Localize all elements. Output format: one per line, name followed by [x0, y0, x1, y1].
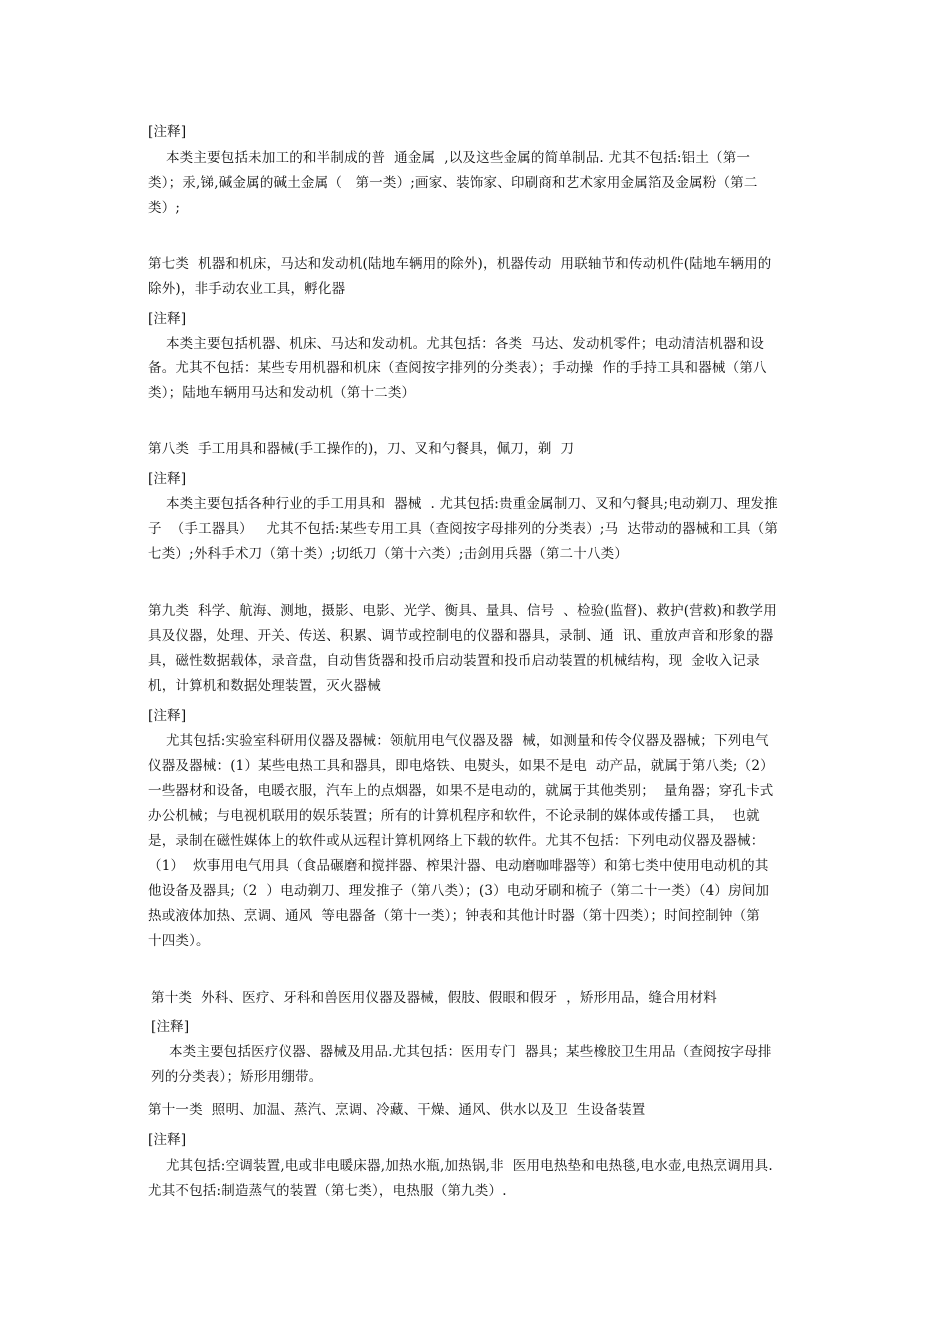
text-line: 热或液体加热、烹调、通风 等电器备（第十一类）；钟表和其他计时器（第十四类）；时间控制钟（第 — [148, 908, 760, 924]
class-heading: 除外)，非手动农业工具，孵化器 — [148, 281, 346, 297]
text-line: 类）；汞,锑,碱金属的碱土金属（ 第一类）;画家、装饰家、印刷商和艺术家用金属箔及金属粉（第二 — [148, 175, 758, 191]
text-line: 本类主要包括医疗仪器、器械及用品.尤其包括：医用专门 器具；某些橡胶卫生用品（查阅按字母排 — [151, 1044, 772, 1060]
class-heading: 具，磁性数据载体，录音盘，自动售货器和投币启动装置和投币启动装置的机械结构，现 金收入记录 — [148, 653, 760, 669]
text-line: 类）; — [148, 200, 181, 216]
text-line: 他设备及器具;（2 ）电动剃刀、理发推子（第八类）；(3）电动牙刷和梳子（第二十一类）（4）房间加 — [148, 883, 770, 899]
text-line: 一些器材和设备，电暖衣服，汽车上的点烟器，如果不是电动的，就属于其他类别； 量角器；穿孔卡式 — [148, 783, 774, 799]
note-heading: [注释] — [151, 1019, 190, 1035]
class-heading: 机，计算机和数据处理装置，灭火器械 — [148, 678, 381, 694]
text-line: 本类主要包括各种行业的手工用具和 器械 . 尤其包括:贵重金属制刀、叉和勺餐具;电动剃刀、理发推 — [148, 496, 778, 512]
text-line: 尤其不包括:制造蒸气的装置（第七类），电热服（第九类）. — [148, 1183, 507, 1199]
class-heading: 第九类 科学、航海、测地，摄影、电影、光学、衡具、量具、信号 、检验(监督)、救护(营救)和教学用 — [148, 603, 777, 619]
text-line: 备。尤其不包括：某些专用机器和机床（查阅按字排列的分类表）；手动操 作的手持工具和器械（第八 — [148, 360, 767, 376]
text-line: 十四类）。 — [148, 933, 210, 949]
text-line: 类）；陆地车辆用马达和发动机（第十二类） — [148, 385, 416, 401]
note-heading: [注释] — [148, 708, 187, 724]
text-line: 本类主要包括未加工的和半制成的普 通金属 ,以及这些金属的简单制品. 尤其不包括:铝土（第一 — [148, 150, 751, 166]
class-heading: 第十类 外科、医疗、牙科和兽医用仪器及器械，假肢、假眼和假牙 ，矫形用品，缝合用材料 — [151, 990, 717, 1006]
text-line: 办公机械；与电视机联用的娱乐装置；所有的计算机程序和软件，不论录制的媒体或传播工具， 也就 — [148, 808, 760, 824]
note-heading: [注释] — [148, 471, 187, 487]
class-heading: 具及仪器，处理、开关、传送、积累、调节或控制电的仪器和器具，录制、通 讯、重放声音和形象的器 — [148, 628, 774, 644]
text-line: 本类主要包括机器、机床、马达和发动机。尤其包括：各类 马达、发动机零件；电动清洁机器和设 — [148, 336, 765, 352]
text-line: 仪器及器械：(1）某些电热工具和器具，即电烙铁、电熨头，如果不是电 动产品，就属于第八类;（2） — [148, 758, 774, 774]
class-heading: 第七类 机器和机床，马达和发动机(陆地车辆用的除外)，机器传动 用联轴节和传动机件(陆地车辆用的 — [148, 256, 772, 272]
text-line: 尤其包括:实验室科研用仪器及器械：领航用电气仪器及器 械，如测量和传令仪器及器械；下列电气 — [148, 733, 769, 749]
class-heading: 第十一类 照明、加温、蒸汽、烹调、冷藏、干燥、通风、供水以及卫 生设备装置 — [148, 1102, 646, 1118]
text-line: 尤其包括:空调装置,电或非电暖床器,加热水瓶,加热锅,非 医用电热垫和电热毯,电水壶,电热烹调用具. — [148, 1158, 773, 1174]
class-heading: 第八类 手工用具和器械(手工操作的)，刀、叉和勺餐具，佩刀，剃 刀 — [148, 441, 575, 457]
text-line: 子 （手工器具） 尤其不包括:某些专用工具（查阅按字母排列的分类表）;马 达带动的器械和工具（第 — [148, 521, 779, 537]
text-line: 是，录制在磁性媒体上的软件或从远程计算机网络上下载的软件。尤其不包括：下列电动仪器及器械： — [148, 833, 765, 849]
text-line: （1） 炊事用电气用具（食品碾磨和搅拌器、榨果汁器、电动磨咖啡器等）和第七类中使用电动机的其 — [148, 858, 769, 874]
note-heading: [注释] — [148, 1132, 187, 1148]
text-line: 七类）;外科手术刀（第十类）;切纸刀（第十六类）;击剑用兵器（第二十八类） — [148, 546, 629, 562]
note-heading: [注释] — [148, 124, 187, 140]
note-heading: [注释] — [148, 311, 187, 327]
text-line: 列的分类表）；矫形用绷带。 — [151, 1069, 323, 1085]
